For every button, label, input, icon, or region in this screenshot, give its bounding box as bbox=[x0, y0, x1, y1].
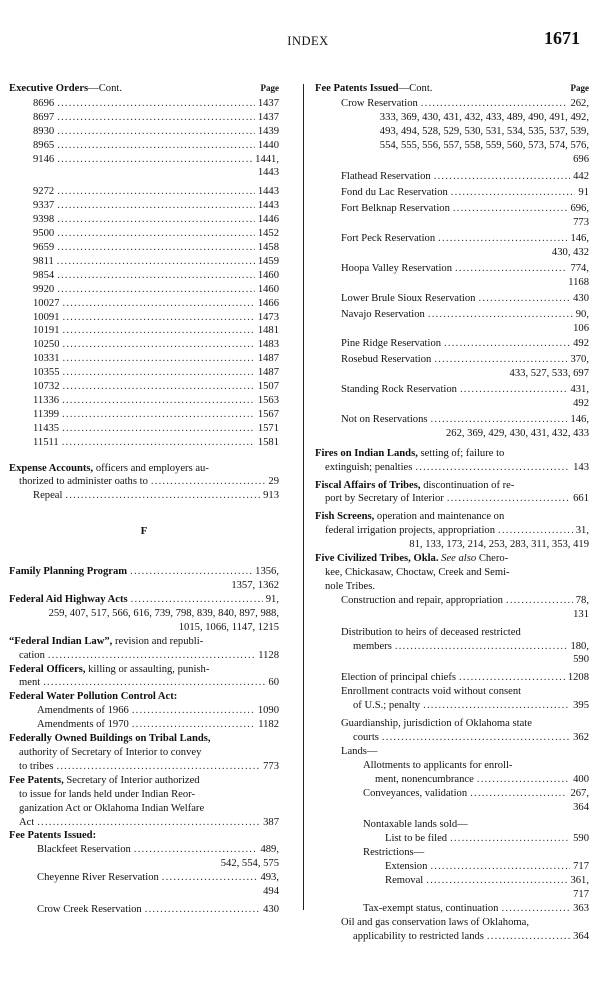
index-entry bbox=[33, 139, 279, 153]
index-entry bbox=[33, 297, 279, 311]
index-entry bbox=[33, 283, 279, 297]
index-entry bbox=[33, 111, 279, 125]
entry-label: Fort Peck Reservation bbox=[341, 233, 436, 245]
entry-page-continuation: 773 bbox=[573, 217, 589, 229]
index-entry bbox=[341, 337, 589, 351]
entry-label: Flathead Reservation bbox=[341, 171, 431, 183]
dot-leader bbox=[57, 111, 255, 125]
index-entry bbox=[341, 383, 589, 397]
right-column bbox=[315, 82, 589, 944]
index-entry bbox=[33, 324, 279, 338]
dot-leader bbox=[62, 422, 255, 436]
index-entry bbox=[33, 394, 279, 408]
entry-label: Lower Brule Sioux Reservation bbox=[341, 292, 476, 304]
dot-leader bbox=[57, 269, 255, 283]
index-entry bbox=[33, 213, 279, 227]
executive-orders-list bbox=[9, 97, 279, 450]
entry-label: 11399 bbox=[33, 408, 60, 420]
entry-page: 1460 bbox=[257, 269, 279, 281]
entry-page-continuation: 492 bbox=[573, 398, 589, 410]
entry-page: 1567 bbox=[257, 408, 279, 420]
dot-leader bbox=[431, 413, 568, 427]
entry-page: 1487 bbox=[257, 367, 279, 379]
index-entry bbox=[341, 170, 589, 184]
dot-leader bbox=[451, 186, 576, 200]
index-entry-fires: Fires on Indian Lands, setting of; failure to extinguish; penalties ..... 143 bbox=[315, 447, 589, 475]
entry-page-continuation: 430, 432 bbox=[551, 246, 589, 258]
dot-leader bbox=[428, 308, 573, 322]
entry-page: 430 bbox=[573, 292, 589, 304]
entry-page-continuation: 1168 bbox=[568, 276, 589, 288]
entry-label: 9811 bbox=[33, 255, 54, 267]
index-entry bbox=[341, 413, 589, 427]
entry-page: 1437 bbox=[257, 97, 279, 109]
entry-label: 8697 bbox=[33, 111, 55, 123]
entry-page: 1483 bbox=[257, 339, 279, 351]
entry-label: Rosebud Reservation bbox=[341, 354, 432, 366]
entry-page-continuation: 1443 bbox=[257, 167, 279, 179]
entry-page-continuation: 106 bbox=[573, 322, 589, 334]
entry-page: 146, bbox=[570, 233, 589, 245]
dot-leader bbox=[62, 408, 255, 422]
index-entry-fee-patents: Fee Patents, Secretary of Interior authorized to issue for lands held under Indian Reor- ganization Act or Oklahoma Indian Welfare Act ..... 387 bbox=[9, 774, 279, 830]
entry-page: 1460 bbox=[257, 283, 279, 295]
entry-label: 9398 bbox=[33, 214, 55, 226]
entry-label: 11511 bbox=[33, 436, 59, 448]
dot-leader bbox=[434, 353, 567, 367]
dot-leader bbox=[455, 262, 567, 276]
index-entry bbox=[341, 292, 589, 306]
entry-label: Not on Reservations bbox=[341, 413, 428, 425]
entry-page: 1443 bbox=[257, 186, 279, 198]
entry-label: 10027 bbox=[33, 297, 60, 309]
right-column-heading: Fee Patents Issued—Cont. bbox=[315, 83, 433, 94]
entry-label: 8965 bbox=[33, 139, 55, 151]
entry-label: Pine Ridge Reservation bbox=[341, 338, 442, 350]
entry-label: 8696 bbox=[33, 97, 55, 109]
dot-leader bbox=[57, 185, 255, 199]
entry-page: 1507 bbox=[257, 381, 279, 393]
entry-label: 9659 bbox=[33, 241, 55, 253]
entry-page: 1441, bbox=[255, 153, 279, 165]
entry-page: 1446 bbox=[257, 214, 279, 226]
entry-label: Navajo Reservation bbox=[341, 308, 425, 320]
index-entry bbox=[341, 232, 589, 246]
entry-page: 1571 bbox=[257, 422, 279, 434]
index-entry bbox=[33, 366, 279, 380]
entry-page: 1563 bbox=[257, 394, 279, 406]
entry-label: 9500 bbox=[33, 228, 55, 240]
dot-leader bbox=[62, 324, 254, 338]
index-entry-federal-aid: Federal Aid Highway Acts ..... 91, 259, 407, 517, 566, 616, 739, 798, 839, 840, 897, 988, 1015, 1066, 1147, 1215 bbox=[9, 593, 279, 635]
left-column-heading: Executive Orders—Cont. bbox=[9, 83, 122, 94]
index-entry-fish-screens: Fish Screens, operation and maintenance on federal irrigation projects, appropriation ..... 31, 81, 133, 173, 214, 253, 283, 311, 353, 419 bbox=[315, 510, 589, 552]
entry-label: 10091 bbox=[33, 311, 60, 323]
entry-label: 11336 bbox=[33, 394, 60, 406]
index-entry bbox=[341, 186, 589, 200]
index-entry-five-civilized-tribes: Five Civilized Tribes, Okla. See also Chero- kee, Chickasaw, Choctaw, Creek and Semi- nole Tribes. Construction and repair, appropriation ..... 78, 131 Distribution to heirs of deceased restricted members ..... 180, 590 Election of principal chiefs ..... 1208 Enrollment contracts void without consent of U.S.; penalty ..... 395 Guardianship, jurisdiction of Oklahoma state courts ..... 362 Lands— Allotments to applicants for enroll- ment, nonencumbrance ..... 400 Conveyances, validation ..... 267, 364 Nontaxable lands sold— List to be filed ..... 590 Restrictions— Extension ..... 717 Removal ..... 361, 717 Tax-exempt status, continuation ..... 363 Oil and gas conservation laws of Oklahoma, applicability to restricted lands ..... 364 bbox=[315, 552, 589, 943]
entry-label: 10250 bbox=[33, 339, 60, 351]
entry-page-continuation: 433, 527, 533, 697 bbox=[509, 368, 589, 380]
dot-leader bbox=[57, 241, 255, 255]
index-entry-federal-indian-law: “Federal Indian Law”, revision and republi- cation ..... 1128 bbox=[9, 635, 279, 663]
entry-page: 1443 bbox=[257, 200, 279, 212]
entry-page: 1581 bbox=[257, 436, 279, 448]
running-header: INDEX bbox=[287, 34, 329, 48]
entry-label: Fond du Lac Reservation bbox=[341, 187, 448, 199]
entry-page: 1452 bbox=[257, 228, 279, 240]
entry-page: 370, bbox=[570, 354, 589, 366]
dot-leader bbox=[57, 139, 255, 153]
dot-leader bbox=[62, 394, 255, 408]
index-entry bbox=[341, 262, 589, 276]
entry-label: 10191 bbox=[33, 325, 60, 337]
dot-leader bbox=[62, 366, 254, 380]
index-entry bbox=[341, 202, 589, 216]
dot-leader bbox=[57, 213, 255, 227]
index-entry-federal-officers: Federal Officers, killing or assaulting, punish- ment ..... 60 bbox=[9, 663, 279, 691]
entry-label: 9920 bbox=[33, 283, 55, 295]
entry-page: 1466 bbox=[257, 297, 279, 309]
dot-leader bbox=[460, 383, 568, 397]
dot-leader bbox=[62, 380, 254, 394]
dot-leader bbox=[62, 352, 254, 366]
index-entry bbox=[341, 308, 589, 322]
entry-page: 90, bbox=[575, 308, 589, 320]
entry-label: 10355 bbox=[33, 367, 60, 379]
index-entry bbox=[33, 338, 279, 352]
index-entry bbox=[33, 436, 279, 450]
reservations-list bbox=[315, 170, 589, 440]
index-entry bbox=[33, 311, 279, 325]
index-entry bbox=[33, 255, 279, 269]
dot-leader bbox=[438, 232, 567, 246]
page-number: 1671 bbox=[544, 28, 580, 48]
index-entry bbox=[33, 153, 279, 167]
section-letter: F bbox=[140, 525, 148, 538]
dot-leader bbox=[62, 311, 254, 325]
dot-leader bbox=[62, 338, 254, 352]
dot-leader bbox=[444, 337, 570, 351]
index-entry bbox=[33, 241, 279, 255]
index-entry bbox=[33, 422, 279, 436]
dot-leader bbox=[57, 255, 255, 269]
entry-label: Standing Rock Reservation bbox=[341, 384, 457, 396]
index-entry-federally-owned: Federally Owned Buildings on Tribal Lands, authority of Secretary of Interior to convey to tribes ..... 773 bbox=[9, 732, 279, 774]
index-entry bbox=[33, 125, 279, 139]
entry-label: Hoopa Valley Reservation bbox=[341, 262, 453, 274]
dot-leader bbox=[57, 227, 255, 241]
entry-label: 9272 bbox=[33, 186, 55, 198]
entry-page-continuation: 262, 369, 429, 430, 431, 432, 433 bbox=[445, 427, 589, 439]
dot-leader bbox=[434, 170, 570, 184]
dot-leader bbox=[62, 297, 254, 311]
dot-leader bbox=[57, 283, 255, 297]
entry-page: 1440 bbox=[257, 139, 279, 151]
index-entry-family-planning: Family Planning Program ..... 1356, 1357, 1362 bbox=[9, 565, 279, 593]
entry-page: 146, bbox=[570, 413, 589, 425]
index-entry bbox=[33, 227, 279, 241]
dot-leader bbox=[62, 436, 255, 450]
entry-page: 1459 bbox=[257, 255, 279, 267]
dot-leader bbox=[453, 202, 568, 216]
index-entry bbox=[33, 199, 279, 213]
index-entry bbox=[33, 352, 279, 366]
entry-label: 9854 bbox=[33, 269, 55, 281]
index-entry bbox=[33, 97, 279, 111]
entry-label: 10732 bbox=[33, 381, 60, 393]
dot-leader bbox=[478, 292, 570, 306]
left-column bbox=[9, 82, 279, 917]
entry-label: 9146 bbox=[33, 153, 55, 165]
page-label: Page bbox=[570, 83, 589, 93]
entry-label: 11435 bbox=[33, 422, 60, 434]
index-entry bbox=[33, 269, 279, 283]
entry-page: 1437 bbox=[257, 111, 279, 123]
entry-page: 1458 bbox=[257, 241, 279, 253]
entry-page: 1439 bbox=[257, 125, 279, 137]
page-label: Page bbox=[260, 83, 279, 93]
index-entry bbox=[33, 185, 279, 199]
index-entry-fiscal: Fiscal Affairs of Tribes, discontinuation of re- port by Secretary of Interior ..... 661 bbox=[315, 479, 589, 507]
entry-label: 8930 bbox=[33, 125, 55, 137]
entry-label: 10331 bbox=[33, 353, 60, 365]
entry-page: 1487 bbox=[257, 353, 279, 365]
column-divider bbox=[303, 84, 304, 910]
index-entry-fee-patents-issued: Fee Patents Issued: Blackfeet Reservation ..... 489, 542, 554, 575 Cheyenne River Reservation ..... 493, 494 Crow Creek Reservation ..... 430 bbox=[9, 829, 279, 916]
entry-page: 431, bbox=[570, 384, 589, 396]
index-entry bbox=[33, 408, 279, 422]
entry-page: 774, bbox=[570, 262, 589, 274]
entry-page: 492 bbox=[573, 338, 589, 350]
entry-page: 442 bbox=[573, 171, 589, 183]
entry-page: 1473 bbox=[257, 311, 279, 323]
index-entry-crow-reservation: Crow Reservation ..... 262, 333, 369, 430, 431, 432, 433, 489, 490, 491, 492, 493, 494, 528, 529, 530, 531, 534, 535, 537, 539, 554, 555, 556, 557, 558, 559, 560, 573, 574, 576, 696 bbox=[315, 97, 589, 167]
entry-page: 1481 bbox=[257, 325, 279, 337]
dot-leader bbox=[57, 97, 255, 111]
dot-leader bbox=[57, 125, 255, 139]
entry-page: 91 bbox=[578, 187, 589, 199]
index-entry bbox=[33, 380, 279, 394]
index-entry-water-pollution: Federal Water Pollution Control Act: Amendments of 1966 ..... 1090 Amendments of 1970 ..... 1182 bbox=[9, 690, 279, 732]
entry-page: 696, bbox=[570, 203, 589, 215]
index-entry-expense-accounts: Expense Accounts, officers and employers au- thorized to administer oaths to ..... 29 Repeal ..... 913 bbox=[9, 462, 279, 504]
dot-leader bbox=[57, 199, 255, 213]
entry-label: Fort Belknap Reservation bbox=[341, 203, 450, 215]
dot-leader bbox=[57, 153, 252, 167]
index-entry bbox=[341, 353, 589, 367]
entry-label: 9337 bbox=[33, 200, 55, 212]
